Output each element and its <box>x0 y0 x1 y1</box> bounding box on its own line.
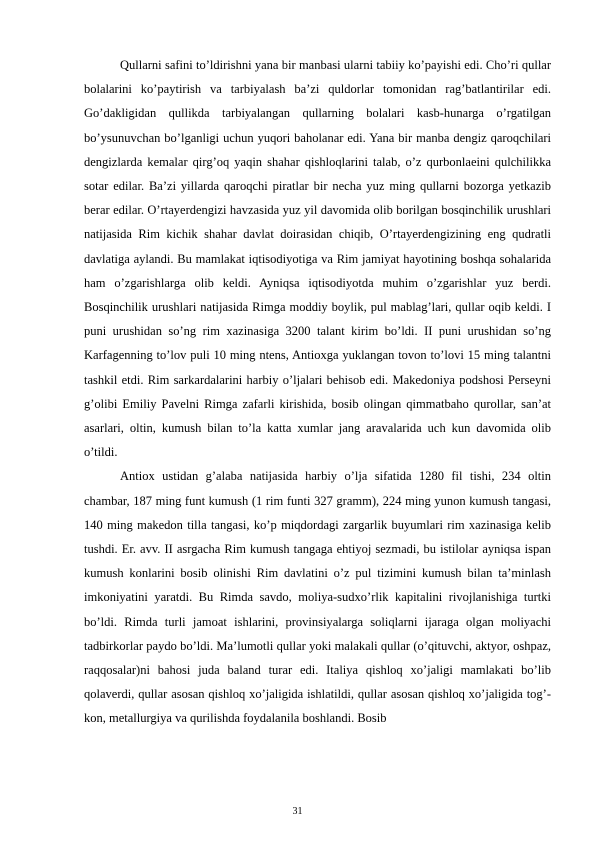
page-number: 31 <box>292 806 303 817</box>
document-page <box>84 53 551 731</box>
paragraph-2: Antiox ustidan g’alaba natijasida harbiy o’lja sifatida 1280 fil tishi, 234 oltin chambar, 187 ming funt kumush (1 rim funti 327 gramm), 224 ming yunon kumush tangasi, 140 ming makedon tilla tangasi, ko’p miqdordagi zargarlik buyumlari rim xazinasiga kelib tushdi. Er. avv. II asrgacha Rim kumush tangaga ehtiyoj sezmadi, bu istilolar ayniqsa ispan kumush konlarini bosib olinishi Rim davlatini o’z pul tizimini kumush bilan ta’minlash imkoniyatini yaratdi. Bu Rimda savdo, moliya-sudxo’rlik kapitalini rivojlanishiga turtki bo’ldi. Rimda turli jamoat ishlarini, provinsiyalarga soliqlarni ijaraga olgan moliyachi tadbirkorlar paydo bo’ldi. Ma’lumotli qullar yoki malakali qullar (o’qituvchi, aktyor, oshpaz, raqqosalar)ni bahosi juda baland turar edi. Italiya qishloq xo’jaligi mamlakati bo’lib qolaverdi, qullar asosan qishloq xo’jaligida ishlatildi, qullar asosan qishloq xo’jaligida tog’-kon, metallurgiya va qurilishda foydalanila boshlandi. Bosib <box>84 469 551 726</box>
paragraph-1: Qullarni safini to’ldirishni yana bir manbasi ularni tabiiy ko’payishi edi. Cho’ri qullar bolalarini ko’paytirish va tarbiyalash ba’zi quldorlar tomonidan rag’batlantirilar edi. Go’dakligidan qullikda tarbiyalangan qullarning bolalari kasb-hunarga o’rgatilgan bo’ysunuvchan bo’lganligi uchun yuqori baholanar edi. Yana bir manba dengiz qaroqchilari dengizlarda kemalar qirg’oq yaqin shahar qishloqlarini talab, o’z qurbonlaeini qulchilikka sotar edilar. Ba’zi yillarda qaroqchi piratlar bir necha yuz ming qullarni bozorga yetkazib berar edilar. O’rtayerdengizi havzasida yuz yil davomida olib borilgan bosqinchilik urushlari natijasida Rim kichik shahar davlat doirasidan chiqib, O’rtayerdengizining eng qudratli davlatiga aylandi. Bu mamlakat iqtisodiyotiga va Rim jamiyat hayotining boshqa sohalarida ham o’zgarishlarga olib keldi. Ayniqsa iqtisodiyotda muhim o’zgarishlar yuz berdi. Bosqinchilik urushlari natijasida Rimga moddiy boylik, pul mablag’lari, qullar oqib keldi. I puni urushidan so’ng rim xazinasiga 3200 talant kirim bo’ldi. II puni urushidan so’ng Karfagenning to’lov puli 10 ming ntens, Antioxga yuklangan tovon to’lovi 15 ming talantni tashkil etdi. Rim sarkardalarini harbiy o’ljalari behisob edi. Makedoniya podshosi Perseyni g’olibi Emiliy Pavelni Rimga zafarli kirishida, bosib olingan qimmatbaho qurollar, san’at asarlari, oltin, kumush bilan to’la katta xumlar jang aravalarida uch kun davomida olib o’tildi. <box>84 58 551 460</box>
